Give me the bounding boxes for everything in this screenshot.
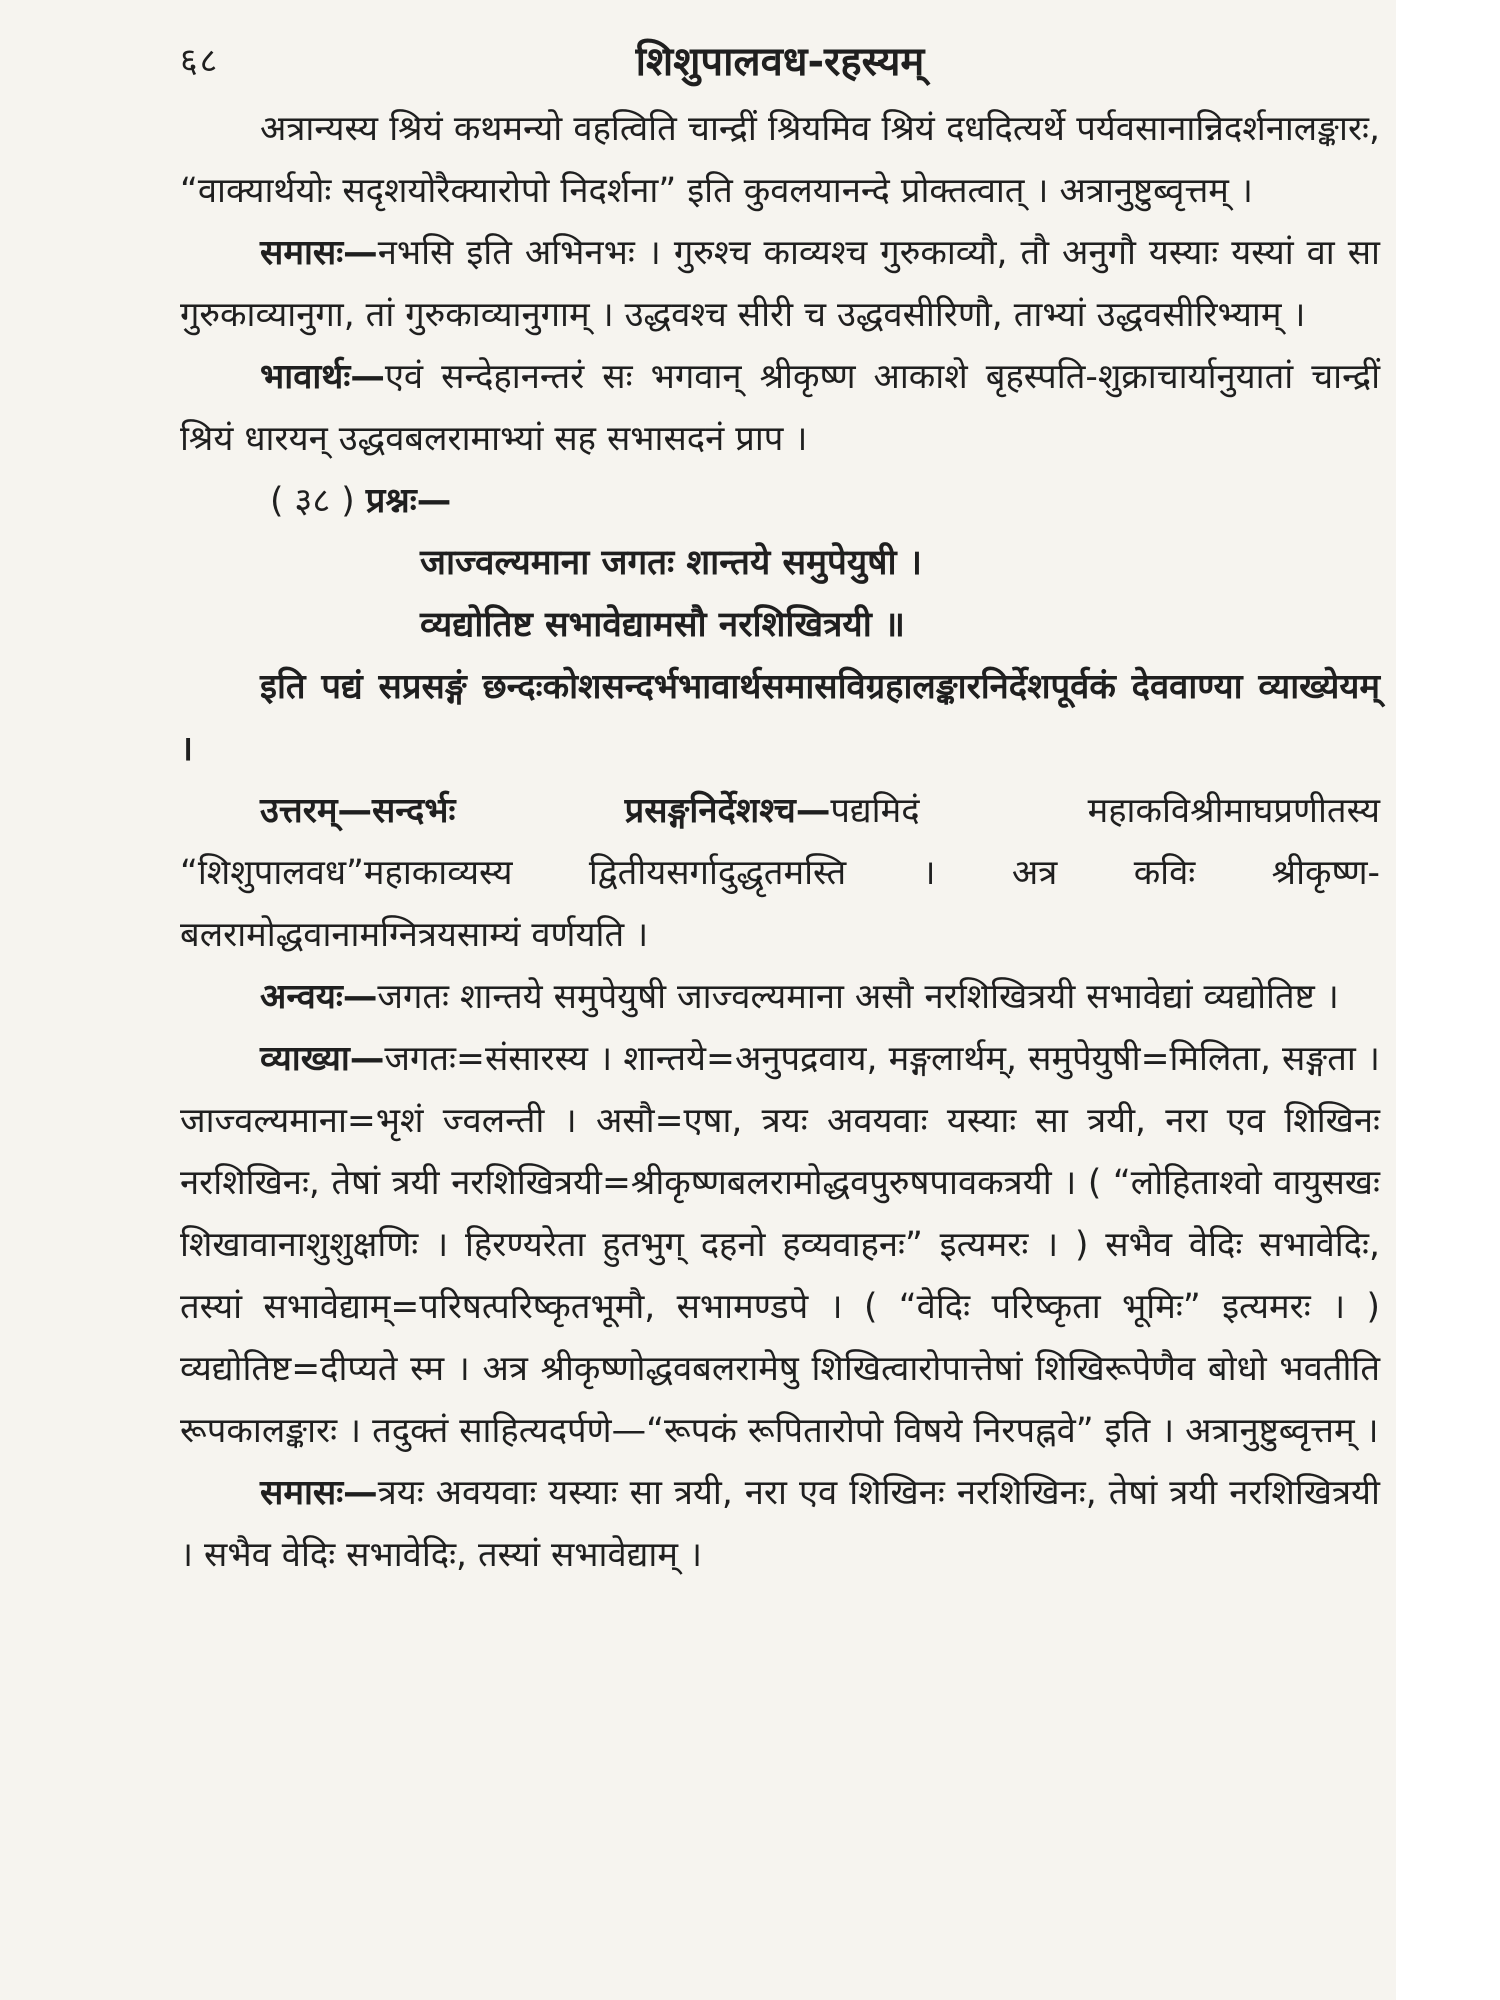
- page-margin-edge: [1396, 0, 1500, 2000]
- vyakhya-text: जगतः=संसारस्य । शान्तये=अनुपद्रवाय, मङ्गलार्थम्, समुपेयुषी=मिलिता, सङ्गता । जाज्वल्यमाना=भृशं ज्वलन्ती । असौ=एषा, त्रयः अवयवाः यस्याः सा त्रयी, नरा एव शिखिनः नरशिखिनः, तेषां त्रयी नरशिखित्रयी=श्रीकृष्णबलरामोद्धवपुरुषपावकत्रयी । ( “लोहिताश्वो वायुसखः शिखावानाशुशुक्षणिः । हिरण्यरेता हुतभुग् दहनो हव्यवाहनः” इत्यमरः । ) सभैव वेदिः सभावेदिः, तस्यां सभावेद्याम्=परिषत्परिष्कृतभूमौ, सभामण्डपे । ( “वेदिः परिष्कृता भूमिः” इत्यमरः । ) व्यद्योतिष्ट=दीप्यते स्म । अत्र श्रीकृष्णोद्धवबलरामेषु शिखित्वारोपात्तेषां शिखिरूपेणैव बोधो भवतीति रूपकालङ्कारः । तदुक्तं साहित्यदर्पणे—“रूपकं रूपितारोपो विषये निरपह्नवे” इति । अत्रानुष्टुब्वृत्तम् ।: [180, 1039, 1380, 1451]
- samasa-text-2: त्रयः अवयवाः यस्याः सा त्रयी, नरा एव शिखिनः नरशिखिनः, तेषां त्रयी नरशिखित्रयी । सभैव वेदिः सभावेदिः, तस्यां सभावेद्याम् ।: [180, 1473, 1380, 1575]
- page-number: ६८: [180, 41, 220, 81]
- vyakhya-label: व्याख्या—: [260, 1039, 385, 1079]
- bhavartha-text: एवं सन्देहानन्तरं सः भगवान् श्रीकृष्ण आकाशे बृहस्पति-शुक्राचार्यानुयातां चान्द्रीं श्रियं धारयन् उद्धवबलरामाभ्यां सह सभासदनं प्राप ।: [180, 357, 1380, 459]
- paragraph-bhavartha: [180, 346, 1380, 470]
- question-instruction: इति पद्यं सप्रसङ्गं छन्दःकोशसन्दर्भभावार्थसमासविग्रहालङ्कारनिर्देशपूर्वकं देववाण्या व्याख्येयम् ।: [180, 667, 1380, 769]
- verse-line-2: व्यद्योतिष्ट सभावेद्यामसौ नरशिखित्रयी ॥: [420, 605, 905, 645]
- paragraph-uttaram: [180, 780, 1380, 966]
- paragraph-vyakhya: [180, 1028, 1380, 1462]
- verse-line-1: जाज्वल्यमाना जगतः शान्तये समुपेयुषी ।: [420, 543, 922, 583]
- page-content: [180, 28, 1380, 1586]
- question-heading: [270, 470, 1380, 532]
- paragraph-nidarshana: [180, 98, 1380, 222]
- anvaya-label: अन्वयः—: [260, 977, 378, 1017]
- question-label: प्रश्नः—: [365, 481, 452, 521]
- paragraph-anvaya: [180, 966, 1380, 1028]
- anvaya-text: जगतः शान्तये समुपेयुषी जाज्वल्यमाना असौ नरशिखित्रयी सभावेद्यां व्यद्योतिष्ट ।: [377, 977, 1339, 1017]
- bhavartha-label: भावार्थः—: [260, 357, 385, 397]
- paragraph-samasa-1: [180, 222, 1380, 346]
- paragraph-text: अत्रान्यस्य श्रियं कथमन्यो वहत्विति चान्द्रीं श्रियमिव श्रियं दधदित्यर्थे पर्यवसानान्निदर्शनालङ्कारः, “वाक्यार्थयोः सदृशयोरैक्यारोपो निदर्शना” इति कुवलयानन्दे प्रोक्तत्वात् । अत्रानुष्टुब्वृत्तम् ।: [180, 109, 1380, 211]
- uttaram-label: उत्तरम्—सन्दर्भः प्रसङ्गनिर्देशश्च—: [260, 791, 831, 831]
- samasa-text: नभसि इति अभिनभः । गुरुश्च काव्यश्च गुरुकाव्यौ, तौ अनुगौ यस्याः यस्यां वा सा गुरुकाव्यानुगा, तां गुरुकाव्यानुगाम् । उद्धवश्च सीरी च उद्धवसीरिणौ, ताभ्यां उद्धवसीरिभ्याम् ।: [180, 233, 1380, 335]
- paragraph-samasa-2: [180, 1462, 1380, 1586]
- samasa-label: समासः—: [260, 233, 378, 273]
- samasa-label-2: समासः—: [260, 1473, 378, 1513]
- running-head: शिशुपालवध-रहस्यम्: [635, 39, 925, 85]
- question-number: ( ३८ ): [270, 481, 355, 521]
- page-header: [180, 28, 1380, 98]
- uttaram-text: पद्यमिदं महाकविश्रीमाघप्रणीतस्य “शिशुपालवध”महाकाव्यस्य द्वितीयसर्गादुद्धृतमस्ति । अत्र कविः श्रीकृष्ण-बलरामोद्धवानामग्नित्रयसाम्यं वर्णयति ।: [180, 791, 1381, 955]
